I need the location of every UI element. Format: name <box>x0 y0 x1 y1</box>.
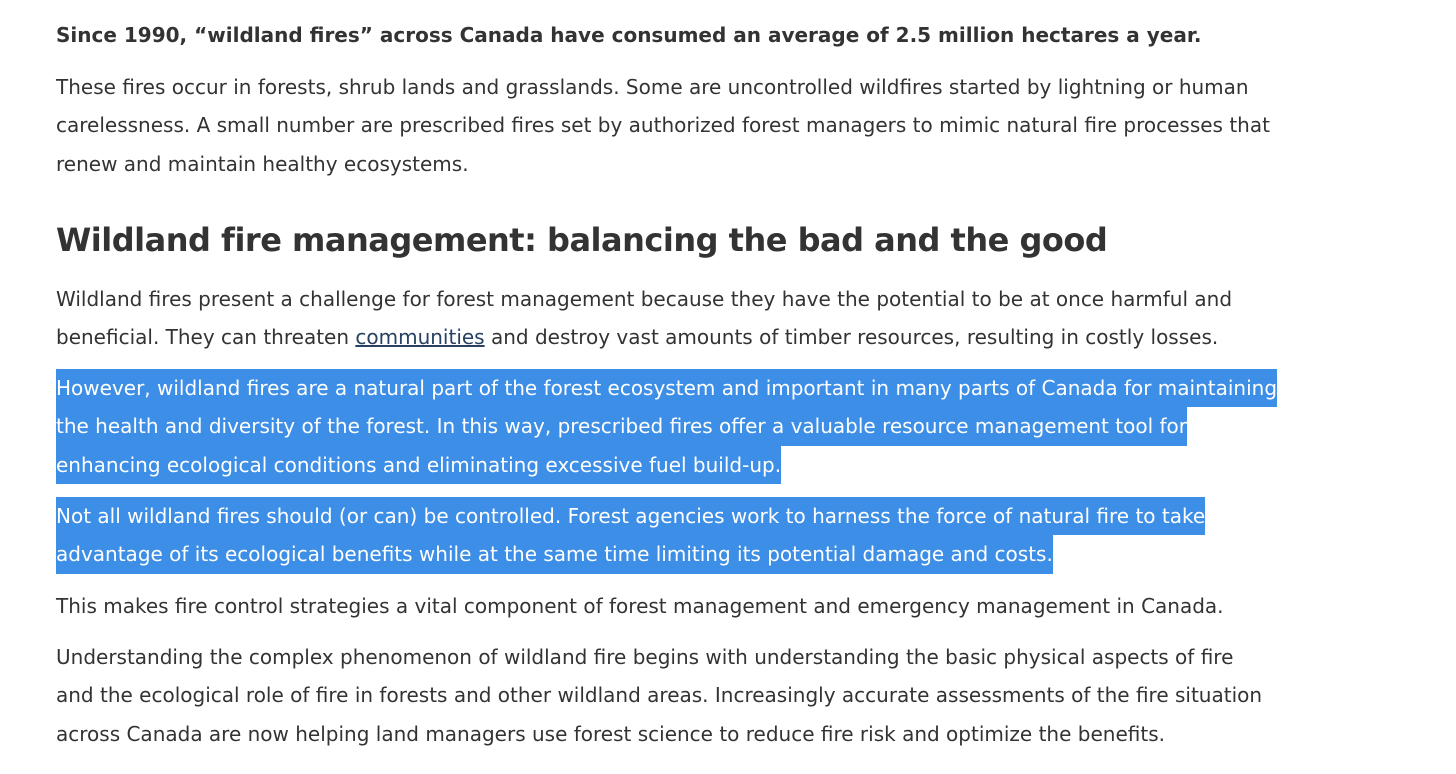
communities-link[interactable]: communities <box>355 325 485 350</box>
text-fragment: beneficial. They can threaten <box>56 325 356 350</box>
paragraph-line <box>56 318 1386 356</box>
paragraph-line: renew and maintain healthy ecosystems. <box>56 151 469 176</box>
paragraph-not-all-fires-selected[interactable] <box>56 497 1386 574</box>
paragraph-natural-part-selected[interactable] <box>56 369 1386 484</box>
selected-line: enhancing ecological conditions and eliminating excessive fuel build-up. <box>56 446 781 484</box>
paragraph-line: and the ecological role of fire in forests and other wildland areas. Increasingly accurate assessments of the fire situation <box>56 683 1263 708</box>
paragraph-understanding <box>56 638 1386 753</box>
selected-line: Not all wildland fires should (or can) be controlled. Forest agencies work to harness the force of natural fire to take <box>56 497 1205 535</box>
paragraph-line: These fires occur in forests, shrub lands and grasslands. Some are uncontrolled wildfires started by lightning or human <box>56 75 1249 99</box>
paragraph-line: Understanding the complex phenomenon of wildland fire begins with understanding the basic physical aspects of fire <box>56 645 1234 669</box>
paragraph-challenge <box>56 280 1386 357</box>
selected-line: However, wildland fires are a natural part of the forest ecosystem and important in many parts of Canada for maintaining <box>56 369 1277 407</box>
selected-line: advantage of its ecological benefits while at the same time limiting its potential damage and costs. <box>56 535 1053 573</box>
paragraph-fire-types <box>56 68 1386 183</box>
paragraph-line: This makes fire control strategies a vital component of forest management and emergency management in Canada. <box>56 594 1224 618</box>
selected-line: the health and diversity of the forest. In this way, prescribed fires offer a valuable resource management tool for <box>56 407 1187 445</box>
text-fragment: and destroy vast amounts of timber resources, resulting in costly losses. <box>484 325 1219 350</box>
lead-statement: Since 1990, “wildland fires” across Canada have consumed an average of 2.5 million hectares a year. <box>56 23 1202 47</box>
section-heading: Wildland fire management: balancing the bad and the good <box>56 221 1108 259</box>
paragraph-line: Wildland fires present a challenge for forest management because they have the potential to be at once harmful and <box>56 287 1233 311</box>
paragraph-line: across Canada are now helping land managers use forest science to reduce fire risk and optimize the benefits. <box>56 721 1165 746</box>
paragraph-fire-control <box>56 587 1386 625</box>
paragraph-line: carelessness. A small number are prescribed fires set by authorized forest managers to mimic natural fire processes that <box>56 113 1270 138</box>
